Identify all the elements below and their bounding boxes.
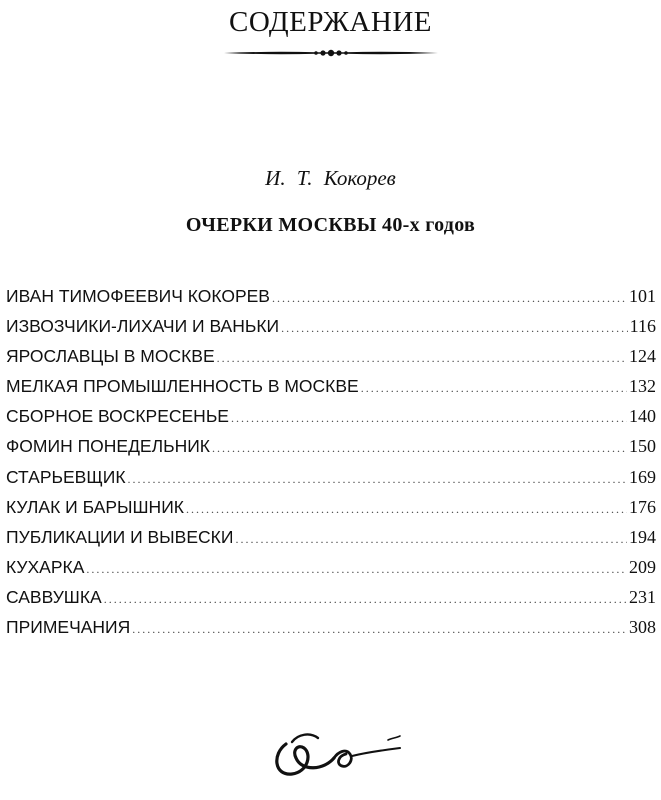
author-name: И. Т. Кокорев [265, 166, 396, 190]
toc-entry-page: 176 [629, 496, 656, 517]
dot-leader [132, 622, 627, 637]
toc-entry[interactable] [6, 436, 656, 466]
toc-entry-title: ПРИМЕЧАНИЯ [6, 617, 131, 638]
toc-entry[interactable] [6, 557, 656, 587]
toc-entry-page: 101 [629, 286, 656, 306]
toc-entry-title: КУХАРКА [6, 556, 85, 577]
toc-entry-title: СТАРЬЕВЩИК [6, 466, 126, 487]
dot-leader [231, 411, 627, 426]
table-of-contents [6, 286, 656, 647]
toc-entry[interactable] [6, 406, 656, 436]
toc-entry-title: ЯРОСЛАВЦЫ В МОСКВЕ [6, 346, 215, 367]
toc-entry-title: КУЛАК И БАРЫШНИК [6, 496, 184, 517]
title-ornament [222, 44, 440, 62]
dot-leader [186, 502, 627, 517]
toc-entry-page: 194 [629, 526, 656, 547]
book-title: ОЧЕРКИ МОСКВЫ 40-х годов [185, 214, 476, 236]
toc-entry-title: МЕЛКАЯ ПРОМЫШЛЕННОСТЬ В МОСКВЕ [6, 376, 359, 397]
toc-entry-page: 140 [629, 406, 656, 427]
dot-leader [361, 381, 627, 396]
dot-leader [128, 472, 627, 487]
toc-entry-page: 209 [629, 556, 656, 577]
toc-entry[interactable] [6, 346, 656, 376]
toc-entry-page: 150 [629, 436, 656, 457]
toc-entry-page: 308 [629, 617, 656, 638]
toc-entry-title: ПУБЛИКАЦИИ И ВЫВЕСКИ [6, 526, 234, 547]
dot-leader [86, 562, 627, 577]
toc-entry-page: 116 [629, 316, 656, 337]
toc-entry[interactable] [6, 316, 656, 346]
toc-entry-title: ИЗВОЗЧИКИ-ЛИХАЧИ И ВАНЬКИ [6, 316, 280, 337]
toc-entry-page: 231 [629, 586, 656, 607]
dot-leader [235, 532, 627, 547]
toc-entry[interactable] [6, 286, 656, 316]
toc-entry-title: ИВАН ТИМОФЕЕВИЧ КОКОРЕВ [6, 286, 270, 306]
dot-leader [104, 592, 627, 607]
dot-leader [281, 321, 628, 336]
toc-entry-page: 169 [629, 466, 656, 487]
toc-entry[interactable] [6, 617, 656, 647]
toc-entry[interactable] [6, 376, 656, 406]
page-title: СОДЕРЖАНИЕ [229, 6, 432, 38]
dot-leader [212, 441, 627, 456]
dot-leader [217, 351, 627, 366]
toc-entry-page: 132 [629, 376, 656, 397]
toc-entry[interactable] [6, 497, 656, 527]
toc-entry-title: ФОМИН ПОНЕДЕЛЬНИК [6, 436, 210, 457]
dot-leader [272, 291, 627, 306]
toc-entry-title: САВВУШКА [6, 586, 102, 607]
end-flourish [268, 714, 418, 786]
toc-entry[interactable] [6, 587, 656, 617]
toc-entry-page: 124 [629, 346, 656, 367]
toc-entry[interactable] [6, 467, 656, 497]
toc-entry[interactable] [6, 527, 656, 557]
toc-entry-title: СБОРНОЕ ВОСКРЕСЕНЬЕ [6, 406, 229, 427]
